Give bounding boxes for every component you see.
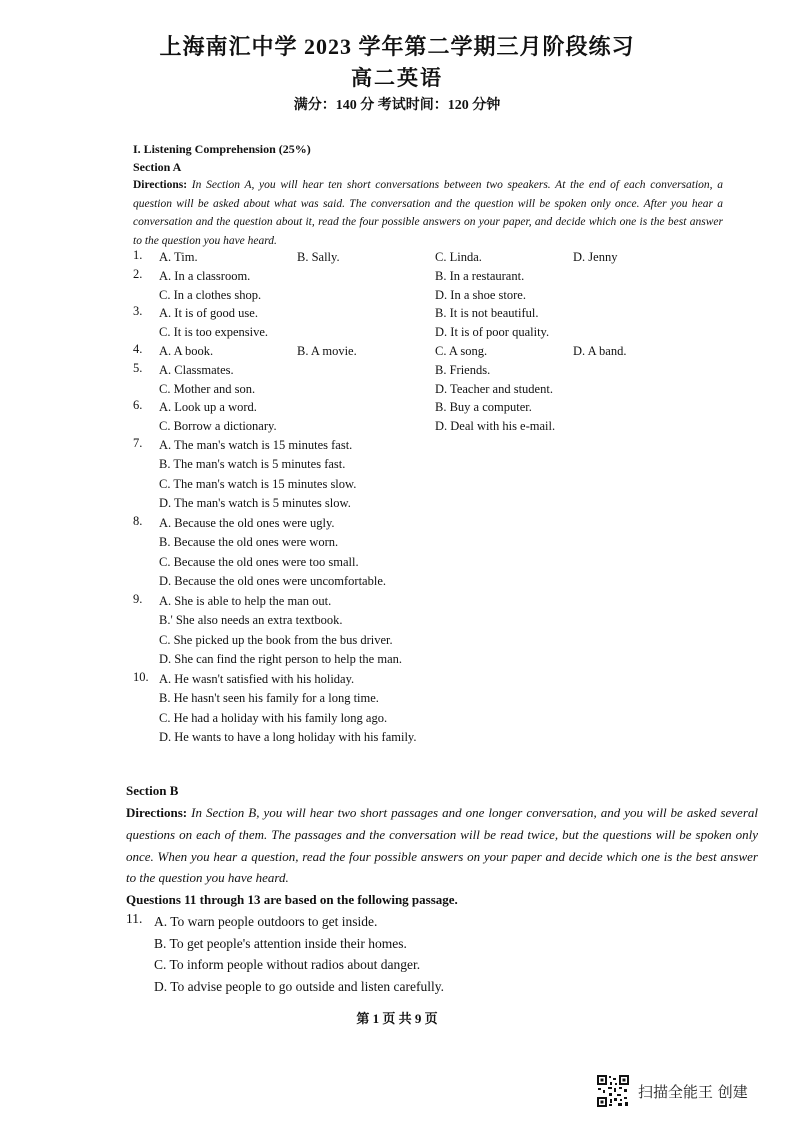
- option-d: D. She can find the right person to help the man.: [159, 652, 402, 667]
- question-7: [133, 436, 733, 514]
- option-c: C. A song.: [435, 343, 488, 358]
- question-1: [133, 248, 733, 267]
- option-c: C. She picked up the book from the bus driver.: [159, 632, 393, 647]
- directions-label: Directions:: [126, 805, 188, 820]
- question-number: 7.: [133, 435, 143, 450]
- option-a: A. Tim.: [159, 250, 198, 264]
- section-a-label: Section A: [133, 160, 182, 174]
- exam-subtitle: 高二英语: [351, 66, 443, 90]
- question-8: [133, 514, 733, 592]
- option-b: B. Because the old ones were worn.: [159, 535, 339, 550]
- option-d: D. To advise people to go outside and listen carefully.: [154, 978, 444, 994]
- section-b-block: [126, 780, 758, 997]
- option-b: B.' She also needs an extra textbook.: [159, 613, 343, 628]
- question-3: [133, 304, 733, 342]
- section-a-directions: [133, 176, 723, 250]
- question-number: 2.: [133, 266, 143, 281]
- question-11: [126, 911, 758, 997]
- question-5: [133, 361, 733, 399]
- directions-text: In Section B, you will hear two short passages and one longer conversation, and you will be asked several questions on each of them. The passages and the conversation will be read twice, but the questions will be spoken only once. When you hear a question, read the four possible answers on your paper and decide which one is the best answer to the question you have heard.: [126, 805, 758, 886]
- question-number: 4.: [133, 341, 143, 356]
- option-a: A. Look up a word.: [159, 400, 257, 415]
- option-c: C. Borrow a dictionary.: [159, 419, 277, 434]
- option-a: A. She is able to help the man out.: [159, 593, 332, 608]
- option-d: D. Because the old ones were uncomfortable.: [159, 574, 387, 589]
- part-heading: I. Listening Comprehension (25%): [133, 142, 311, 156]
- option-b: B. Buy a computer.: [435, 400, 532, 415]
- directions-label: Directions:: [133, 179, 188, 191]
- question-number: 8.: [133, 513, 143, 528]
- option-a: A. The man's watch is 15 minutes fast.: [159, 437, 353, 452]
- option-a: A. Classmates.: [159, 362, 234, 377]
- option-b: B. Friends.: [435, 362, 491, 377]
- option-c: C. To inform people without radios about danger.: [154, 957, 421, 973]
- question-number: 9.: [133, 591, 143, 606]
- option-d: D. In a shoe store.: [435, 287, 526, 302]
- page-number: 第 1 页 共 9 页: [356, 1011, 438, 1026]
- option-c: C. Because the old ones were too small.: [159, 554, 359, 569]
- question-6: [133, 398, 733, 436]
- option-c: C. Mother and son.: [159, 381, 256, 396]
- option-a: A. Because the old ones were ugly.: [159, 515, 335, 530]
- question-number: 10.: [133, 669, 149, 684]
- option-d: D. Deal with his e-mail.: [435, 419, 556, 434]
- question-10: [133, 670, 733, 748]
- scanner-watermark: [596, 1074, 748, 1108]
- option-c: C. In a clothes shop.: [159, 287, 262, 302]
- option-b: B. He hasn't seen his family for a long time.: [159, 691, 379, 706]
- question-number: 11.: [126, 911, 143, 927]
- question-2: [133, 267, 733, 305]
- question-number: 5.: [133, 360, 143, 375]
- exam-title: 上海南汇中学 2023 学年第二学期三月阶段练习: [159, 34, 635, 59]
- option-b: B. It is not beautiful.: [435, 306, 539, 321]
- option-a: A. A book.: [159, 343, 214, 358]
- option-d: D. Teacher and student.: [435, 381, 553, 396]
- option-d: D. It is of poor quality.: [435, 325, 550, 340]
- option-a: A. To warn people outdoors to get inside.: [154, 914, 378, 930]
- directions-text: In Section A, you will hear ten short conversations between two speakers. At the end of each conversation, a question will be asked about what was said. The conversation and the question will be spoken only once. After you hear a conversation and the question about it, read the four possible answers on your paper, and decide which one is the best answer to the question you have heard.: [133, 179, 723, 247]
- option-b: B. The man's watch is 5 minutes fast.: [159, 457, 346, 472]
- watermark-text: 扫描全能王 创建: [638, 1082, 748, 1101]
- section-b-directions: [126, 802, 758, 889]
- option-d: D. The man's watch is 5 minutes slow.: [159, 496, 351, 511]
- option-c: C. It is too expensive.: [159, 325, 269, 340]
- option-c: C. The man's watch is 15 minutes slow.: [159, 476, 357, 491]
- exam-meta: 满分：140 分 考试时间：120 分钟: [293, 98, 501, 113]
- option-d: D. A band.: [573, 343, 627, 358]
- passage-intro: Questions 11 through 13 are based on the following passage.: [126, 892, 458, 908]
- section-b-label: Section B: [126, 783, 179, 798]
- question-list: [133, 248, 733, 748]
- option-a: A. In a classroom.: [159, 268, 251, 283]
- option-b: B. A movie.: [297, 343, 357, 358]
- option-b: B. In a restaurant.: [435, 268, 525, 283]
- question-number: 6.: [133, 398, 143, 413]
- option-d: D. Jenny: [573, 250, 618, 264]
- section-a-block: [133, 140, 723, 250]
- option-b: B. Sally.: [297, 250, 340, 264]
- option-c: C. He had a holiday with his family long ago.: [159, 710, 388, 725]
- question-number: 3.: [133, 304, 143, 319]
- qr-code-icon: [596, 1074, 630, 1108]
- option-b: B. To get people's attention inside their homes.: [154, 935, 407, 951]
- option-a: A. He wasn't satisfied with his holiday.: [159, 671, 355, 686]
- option-d: D. He wants to have a long holiday with his family.: [159, 730, 417, 745]
- question-4: [133, 342, 733, 361]
- question-number: 1.: [133, 248, 143, 262]
- option-a: A. It is of good use.: [159, 306, 258, 321]
- option-c: C. Linda.: [435, 250, 482, 264]
- question-9: [133, 592, 733, 670]
